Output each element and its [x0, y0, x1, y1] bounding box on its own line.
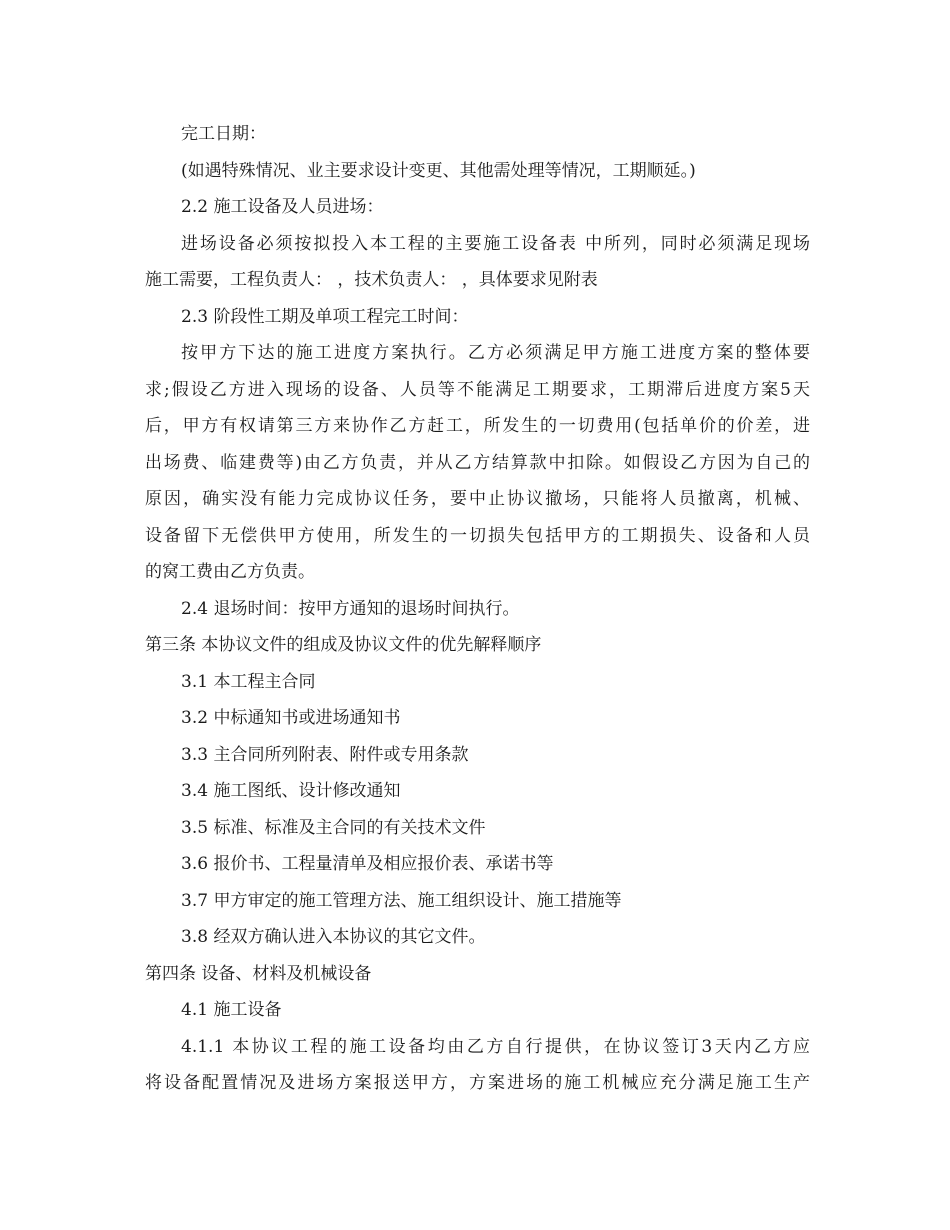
- paragraph-line: 求;假设乙方进入现场的设备、人员等不能满足工期要求，工期滞后进度方案5天: [145, 379, 810, 400]
- list-item: 3.6 报价书、工程量清单及相应报价表、承诺书等: [181, 854, 554, 874]
- list-item: 3.8 经双方确认进入本协议的其它文件。: [181, 927, 486, 947]
- list-item: 3.3 主合同所列附表、附件或专用条款: [181, 744, 469, 765]
- article-heading: 第三条 本协议文件的组成及协议文件的优先解释顺序: [145, 635, 542, 655]
- list-item: 3.1 本工程主合同: [181, 671, 316, 692]
- paragraph-line: 将设备配置情况及进场方案报送甲方，方案进场的施工机械应充分满足施工生产: [145, 1073, 810, 1093]
- paragraph-line: 原因，确实没有能力完成协议任务，要中止协议撤场，只能将人员撤离，机械、: [145, 489, 810, 509]
- list-item: 3.2 中标通知书或进场通知书: [181, 708, 401, 728]
- paragraph-line: 完工日期：: [181, 124, 266, 144]
- paragraph-line: 施工需要，工程负责人： ，技术负责人： ，具体要求见附表: [145, 270, 598, 290]
- list-item: 3.4 施工图纸、设计修改通知: [181, 781, 401, 801]
- paragraph-line: 的窝工费由乙方负责。: [145, 562, 315, 582]
- list-item: 3.7 甲方审定的施工管理方法、施工组织设计、施工措施等: [181, 890, 622, 911]
- section-heading: 2.2 施工设备及人员进场：: [181, 197, 384, 217]
- document-body: [145, 116, 810, 1102]
- paragraph-line: 设备留下无偿供甲方使用，所发生的一切损失包括甲方的工期损失、设备和人员: [145, 525, 810, 546]
- paragraph-line: 进场设备必须按拟投入本工程的主要施工设备表 中所列，同时必须满足现场: [181, 233, 810, 254]
- paragraph-line: 后，甲方有权请第三方来协作乙方赶工，所发生的一切费用(包括单价的价差，进: [145, 416, 810, 436]
- paragraph-line: 4.1.1 本协议工程的施工设备均由乙方自行提供，在协议签订3天内乙方应: [181, 1036, 810, 1057]
- paragraph-line: 按甲方下达的施工进度方案执行。乙方必须满足甲方施工进度方案的整体要: [181, 343, 810, 363]
- section-heading: 2.4 退场时间：按甲方通知的退场时间执行。: [181, 598, 520, 619]
- paragraph-line: (如遇特殊情况、业主要求设计变更、其他需处理等情况，工期顺延。): [181, 160, 696, 181]
- list-item: 3.5 标准、标准及主合同的有关技术文件: [181, 817, 486, 838]
- section-heading: 4.1 施工设备: [181, 1000, 282, 1020]
- section-heading: 2.3 阶段性工期及单项工程完工时间：: [181, 306, 469, 327]
- paragraph-line: 出场费、临建费等)由乙方负责，并从乙方结算款中扣除。如假设乙方因为自己的: [145, 452, 810, 473]
- article-heading: 第四条 设备、材料及机械设备: [145, 963, 372, 984]
